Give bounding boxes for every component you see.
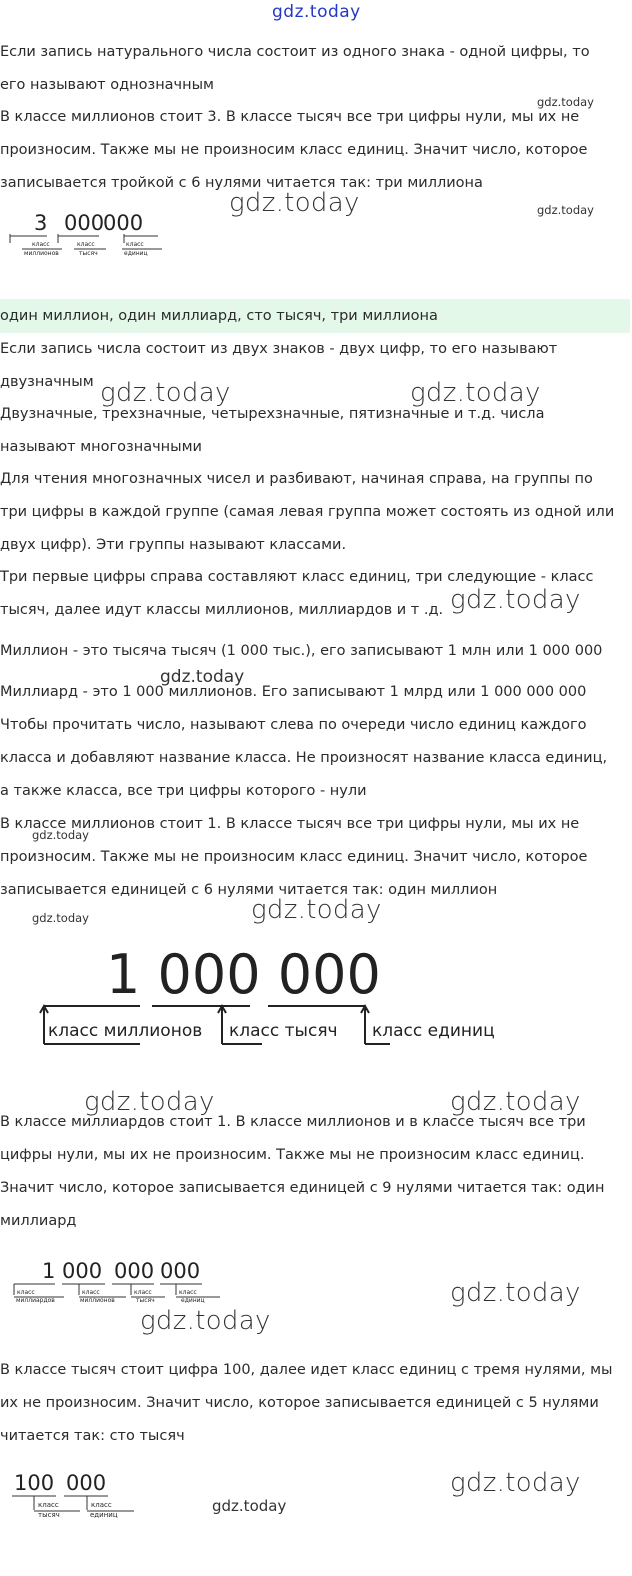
paragraph-million: Миллион - это тысяча тысяч (1 000 тыс.), его записывают 1 млн или 1 000 000 xyxy=(0,643,603,659)
figure-one-million xyxy=(40,943,495,1044)
site-logo[interactable]: gdz.today xyxy=(272,2,361,22)
class-label: класс xyxy=(134,1289,152,1296)
digit-group: 1 xyxy=(42,1259,56,1283)
class-label: класс xyxy=(179,1289,197,1296)
paragraph-billion: Миллиард - это 1 000 миллионов. Его записывают 1 млрд или 1 000 000 000 xyxy=(0,684,587,700)
digit-group: 000 xyxy=(66,1471,107,1495)
class-label: единиц xyxy=(124,250,148,257)
digit-group: 100 xyxy=(14,1471,55,1495)
paragraph-one-million: В классе миллионов стоит 1. В классе тысяч все три цифры нули, мы их не произносим. Также мы не произносим класс единиц. Значит число, которое записывается единицей с 6 нулями читается так: один миллион xyxy=(0,816,588,898)
digit-group: 3 xyxy=(34,211,48,235)
figure-one-billion xyxy=(14,1259,220,1304)
paragraph-multi-digit: Двузначные, трехзначные, четырехзначные, пятизначные и т.д. числа называют многозначными xyxy=(0,406,545,455)
class-label: класс xyxy=(91,1501,112,1509)
paragraph-one-billion: В классе миллиардов стоит 1. В классе миллионов и в классе тысяч все три цифры нули, мы их не произносим. Также мы не произносим класс единиц. Значит число, которое записывается единицей с 9 нулями читается так: один миллиард xyxy=(0,1114,605,1229)
watermark: gdz.today xyxy=(32,828,89,842)
watermark: gdz.today xyxy=(410,378,541,408)
class-label: миллионов xyxy=(80,1297,115,1304)
digit-group: 000 xyxy=(62,1259,103,1283)
paragraph-hundred-thousand: В классе тысяч стоит цифра 100, далее идет класс единиц с тремя нулями, мы их не произносим. Значит число, которое записывается единицей с 5 нулями читается так: сто тысяч xyxy=(0,1362,613,1444)
digit-group: 000 xyxy=(160,1259,201,1283)
watermark: gdz.today xyxy=(229,188,360,218)
watermark: gdz.today xyxy=(32,911,89,925)
paragraph-two-digit: Если запись числа состоит из двух знаков - двух цифр, то его называют двузначным xyxy=(0,341,558,390)
figure-hundred-thousand xyxy=(12,1471,134,1519)
digit-group: 000 xyxy=(64,211,105,235)
watermark: gdz.today xyxy=(537,203,594,217)
class-label: класс xyxy=(126,241,144,248)
watermark: gdz.today xyxy=(160,667,245,687)
watermark: gdz.today xyxy=(537,95,594,109)
class-label: миллиардов xyxy=(16,1297,55,1304)
class-label: класс xyxy=(77,241,95,248)
watermark: gdz.today xyxy=(450,1468,581,1498)
class-label: класс xyxy=(38,1501,59,1509)
class-label-millions: класс миллионов xyxy=(48,1021,203,1041)
class-label: тысяч xyxy=(136,1297,155,1304)
class-label: тысяч xyxy=(79,250,98,257)
class-label-units: класс единиц xyxy=(372,1021,495,1041)
class-label-thousands: класс тысяч xyxy=(229,1021,338,1041)
paragraph-classes: Для чтения многозначных чисел и разбивают, начиная справа, на группы по три цифры в каждой группе (самая левая группа может состоять из одной или двух цифр). Эти группы называют классами. xyxy=(0,471,615,553)
watermark: gdz.today xyxy=(140,1306,271,1336)
class-label: единиц xyxy=(90,1511,118,1519)
answer-text: один миллион, один миллиард, сто тысяч, три миллиона xyxy=(0,308,438,324)
class-label: миллионов xyxy=(24,250,59,257)
paragraph-three-million: В классе миллионов стоит 3. В классе тысяч все три цифры нули, мы их не произносим. Также мы не произносим класс единиц. Значит число, которое записывается тройкой с 6 нулями читается так: три миллиона xyxy=(0,109,588,191)
watermark: gdz.today xyxy=(84,1087,215,1117)
watermark: gdz.today xyxy=(251,895,382,925)
class-label: класс xyxy=(82,1289,100,1296)
paragraph-definition-single-digit: Если запись натурального числа состоит из одного знака - одной цифры, то его называют однозначным xyxy=(0,44,590,93)
class-label: единиц xyxy=(181,1297,205,1304)
class-label: класс xyxy=(17,1289,35,1296)
watermark: gdz.today xyxy=(450,1278,581,1308)
paragraph-class-order: Три первые цифры справа составляют класс единиц, три следующие - класс тысяч, далее идут классы миллионов, миллиардов и т .д. xyxy=(0,569,594,618)
watermark: gdz.today xyxy=(450,585,581,615)
paragraph-reading-rule: Чтобы прочитать число, называют слева по очереди число единиц каждого класса и добавляют название класса. Не произносят название класса единиц, а также класса, все три цифры которого - нули xyxy=(0,717,608,799)
class-label: тысяч xyxy=(38,1511,60,1519)
figure-three-million xyxy=(10,211,162,257)
watermark: gdz.today xyxy=(100,378,231,408)
big-number: 1 000 000 xyxy=(106,943,381,1006)
class-label: класс xyxy=(32,241,50,248)
watermark: gdz.today xyxy=(212,1497,287,1515)
digit-group: 000 xyxy=(103,211,144,235)
digit-group: 000 xyxy=(114,1259,155,1283)
watermark: gdz.today xyxy=(450,1087,581,1117)
